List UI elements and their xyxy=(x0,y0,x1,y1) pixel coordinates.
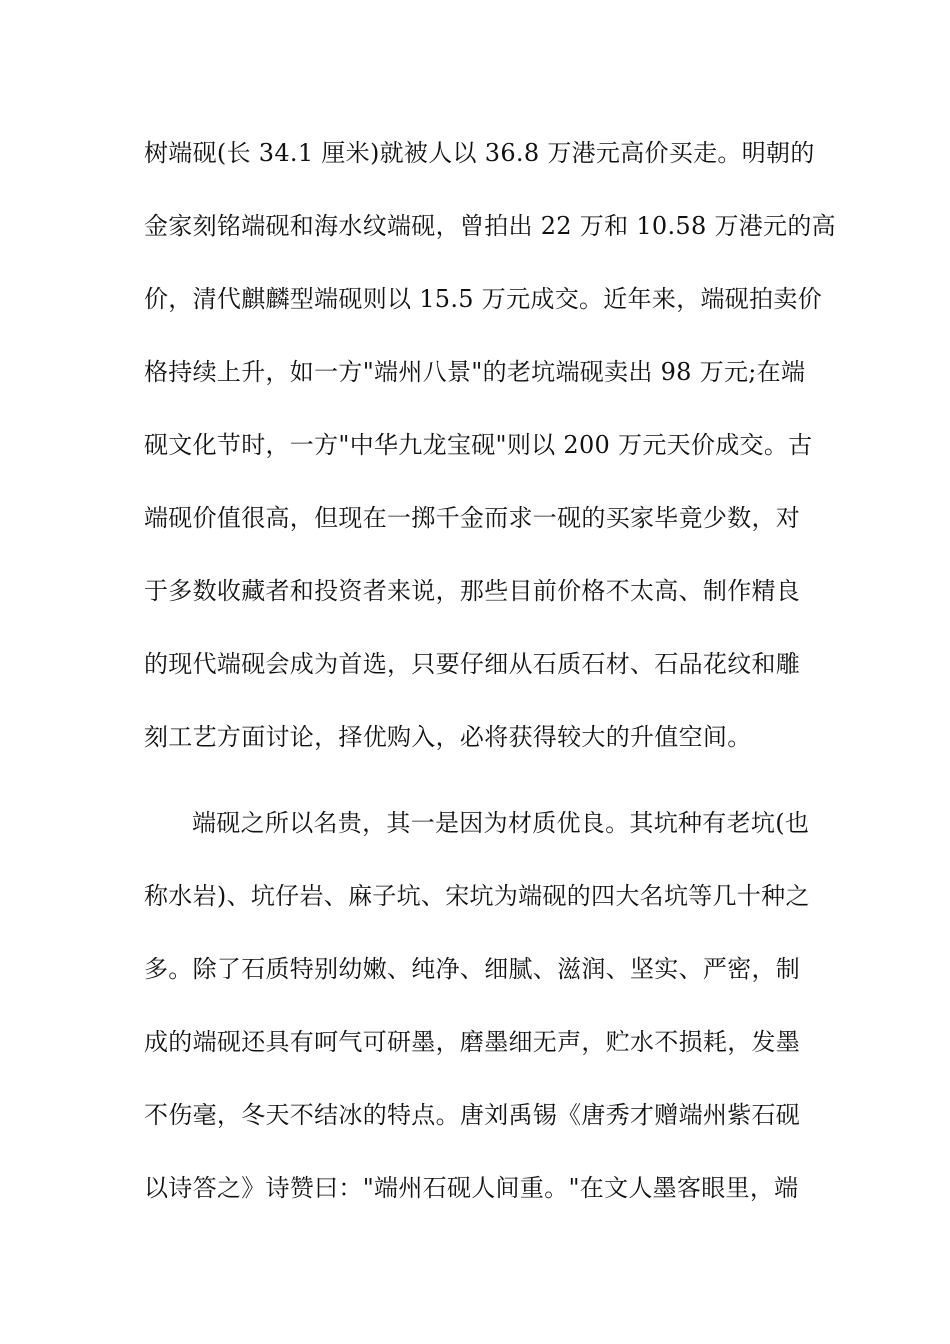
paragraph-1-line-1: 树端砚(长 34.1 厘米)就被人以 36.8 万港元高价买走。明朝的 xyxy=(144,139,815,167)
paragraph-1-line-5: 砚文化节时，一方"中华九龙宝砚"则以 200 万元天价成交。古 xyxy=(144,431,813,459)
paragraph-1-line-4: 格持续上升，如一方"端州八景"的老坑端砚卖出 98 万元;在端 xyxy=(144,358,806,386)
paragraph-1-line-2: 金家刻铭端砚和海水纹端砚，曾拍出 22 万和 10.58 万港元的高 xyxy=(144,212,836,240)
paragraph-2-line-3: 多。除了石质特别幼嫩、纯净、细腻、滋润、坚实、严密，制 xyxy=(144,955,801,983)
paragraph-2-line-6: 以诗答之》诗赞曰："端州石砚人间重。"在文人墨客眼里，端 xyxy=(144,1174,799,1202)
paragraph-1-line-9: 刻工艺方面讨论，择优购入，必将获得较大的升值空间。 xyxy=(144,723,752,751)
paragraph-2-line-4: 成的端砚还具有呵气可研墨，磨墨细无声，贮水不损耗，发墨 xyxy=(144,1028,801,1056)
paragraph-1-line-8: 的现代端砚会成为首选，只要仔细从石质石材、石品花纹和雕 xyxy=(144,650,801,678)
paragraph-2-line-5: 不伤毫，冬天不结冰的特点。唐刘禹锡《唐秀才赠端州紫石砚 xyxy=(144,1101,801,1129)
paragraph-1-line-7: 于多数收藏者和投资者来说，那些目前价格不太高、制作精良 xyxy=(144,577,801,605)
paragraph-1-line-3: 价，清代麒麟型端砚则以 15.5 万元成交。近年来，端砚拍卖价 xyxy=(144,285,822,313)
paragraph-2-line-2: 称水岩)、坑仔岩、麻子坑、宋坑为端砚的四大名坑等几十种之 xyxy=(144,882,810,910)
paragraph-2-line-1: 端砚之所以名贵，其一是因为材质优良。其坑种有老坑(也 xyxy=(192,809,810,837)
paragraph-1-line-6: 端砚价值很高，但现在一掷千金而求一砚的买家毕竟少数，对 xyxy=(144,504,801,532)
